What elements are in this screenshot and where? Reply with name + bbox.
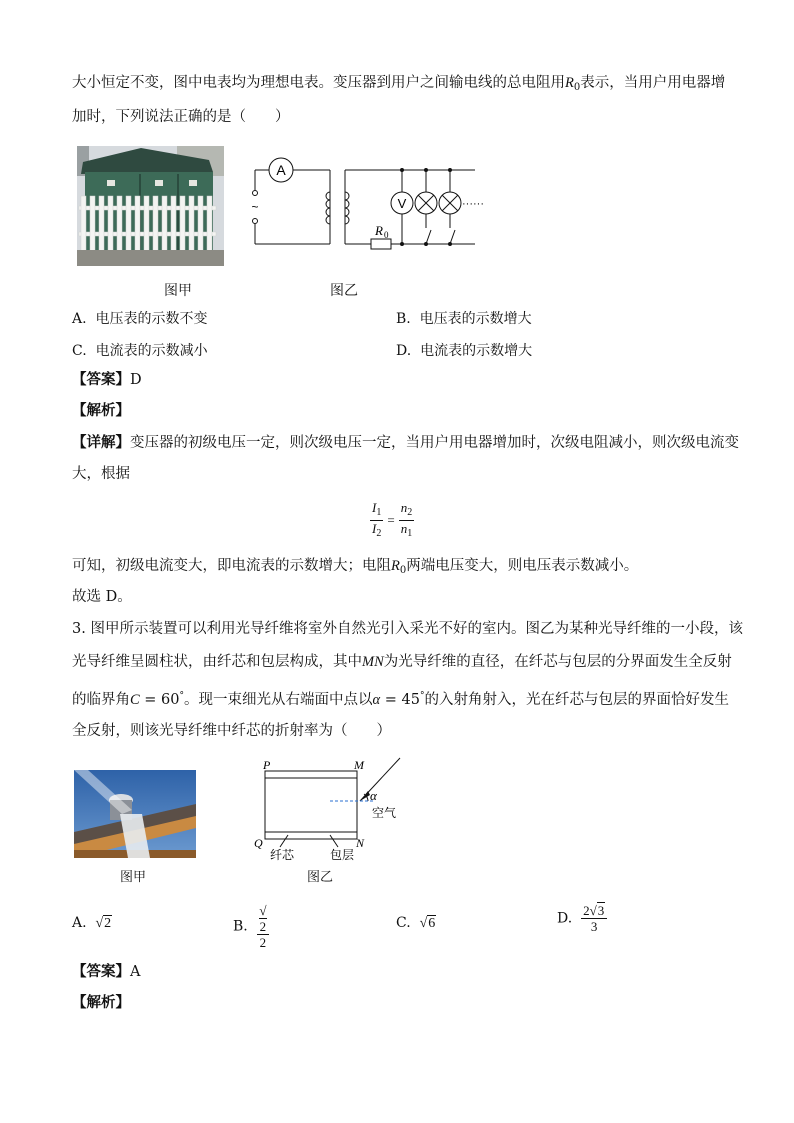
option-key: B.: [396, 311, 411, 327]
q2-formula: [370, 500, 414, 541]
denominator: 2: [259, 935, 267, 950]
q3-option-a[interactable]: A. √2: [72, 915, 112, 931]
option-key: D.: [396, 343, 412, 359]
q2-choose: 故选 D。: [72, 589, 132, 605]
var-c: C: [130, 692, 140, 708]
option-text: 电压表的示数不变: [95, 311, 208, 327]
q2-stem-line1: [72, 74, 725, 97]
q2-stem-line2: 加时，下列说法正确的是（ ）: [72, 109, 290, 125]
q3-analysis-label: 【解析】: [72, 994, 130, 1011]
q2-conclusion: [72, 557, 638, 580]
radicand: 2: [259, 919, 267, 934]
var: I: [372, 521, 377, 536]
q2-option-b[interactable]: [396, 308, 532, 328]
q2-answer: [72, 371, 142, 389]
q2-option-c[interactable]: [72, 340, 208, 360]
more-loads-dots: ······: [462, 198, 484, 210]
q3-stem-line2: [72, 653, 732, 671]
answer-label: 【答案】: [72, 371, 130, 388]
transformer-box-photo: [77, 146, 224, 266]
text: 的临界角: [72, 692, 130, 708]
var-mn: MN: [362, 654, 384, 670]
option-key: C.: [396, 915, 411, 931]
option-key: B.: [233, 918, 248, 935]
answer-value: A: [130, 964, 141, 980]
option-text: 电压表的示数增大: [419, 311, 532, 327]
var: n: [400, 500, 408, 515]
q2-detail-line1: [72, 434, 739, 452]
text: 光导纤维呈圆柱状，由纤芯和包层构成，其中: [72, 654, 362, 670]
text: = 60: [139, 692, 180, 708]
label-p: P: [263, 758, 271, 772]
q3-option-d[interactable]: D. $\frac{2√3}{3}$: [557, 903, 607, 934]
resistor-label-sub: 0: [384, 230, 389, 240]
radicand: 2: [104, 916, 112, 931]
q3-option-c[interactable]: C. √6: [396, 915, 436, 931]
answer-label: 【答案】: [72, 963, 130, 980]
q3-stem-line3: [72, 687, 729, 709]
label-core: 纤芯: [270, 848, 295, 862]
text: 的入射角射入，光在纤芯与包层的界面恰好发生: [424, 692, 729, 708]
q3-stem-line4: 全反射，则该光导纤维中纤芯的折射率为（ ）: [72, 723, 391, 739]
q2-fig-a-caption: 图甲: [164, 283, 192, 299]
q3-answer: [72, 963, 140, 981]
q3-fig-a-caption: 图甲: [120, 870, 147, 885]
text: 。现一束细光从右端面中点以: [184, 692, 373, 708]
label-alpha: α: [370, 788, 377, 803]
voltmeter-label: V: [397, 196, 407, 211]
resistor-label: R: [375, 223, 383, 238]
option-key: A.: [72, 915, 87, 931]
text: 两端电压变大，则电压表示数减小。: [406, 558, 639, 574]
q3-figure-photo: [74, 770, 196, 858]
var-r: R: [391, 558, 400, 574]
ac-source-label: ~: [251, 200, 259, 214]
q2-figure-photo: [77, 146, 224, 266]
text: 为光导纤维的直径，在纤芯与包层的分界面发生全反射: [383, 654, 732, 670]
degree: °: [179, 691, 184, 701]
q2-analysis-label: 【解析】: [72, 402, 130, 419]
text: = 45: [380, 692, 420, 708]
q3-figure-fiber: [250, 755, 410, 867]
q2-fig-b-caption: 图乙: [330, 283, 358, 299]
radicand: 6: [428, 916, 436, 931]
var: n: [400, 521, 408, 536]
degree: °: [419, 691, 425, 701]
option-key: D.: [557, 910, 573, 927]
option-key: C.: [72, 343, 87, 359]
denominator: 3: [590, 919, 598, 934]
option-text: 电流表的示数减小: [95, 343, 208, 359]
label-q: Q: [254, 836, 263, 850]
label-m: M: [354, 758, 364, 772]
text: 可知，初级电流变大，即电流表的示数增大；电阻: [72, 558, 391, 574]
q2-option-d[interactable]: [396, 340, 532, 360]
option-text: 电流表的示数增大: [420, 343, 533, 359]
equals: =: [387, 512, 395, 528]
q3-stem-line1: 3. 图甲所示装置可以利用光导纤维将室外自然光引入采光不好的室内。图乙为某种光导纤维的一小段，该: [72, 621, 743, 637]
text: 表示，当用户用电器增: [580, 75, 726, 91]
transformer-circuit-diagram: [245, 150, 490, 250]
label-cladding: 包层: [330, 848, 355, 862]
label-n: N: [356, 836, 365, 850]
q3-option-b[interactable]: B. √ 2 2: [233, 903, 269, 950]
label-air: 空气: [372, 806, 397, 820]
sub: 2: [376, 528, 382, 539]
q2-figure-circuit: [245, 150, 490, 250]
ammeter-label: A: [276, 162, 286, 178]
optical-fiber-diagram: [250, 755, 410, 867]
sub: 1: [376, 507, 382, 518]
text: 大小恒定不变，图中电表均为理想电表。变压器到用户之间输电线的总电阻用: [72, 75, 565, 91]
option-key: A.: [72, 311, 87, 327]
radicand: 3: [597, 903, 605, 918]
detail-label: 【详解】: [72, 434, 130, 451]
sub: 2: [407, 507, 413, 518]
var-r-sub: 0: [573, 82, 581, 93]
q3-fig-b-caption: 图乙: [307, 870, 334, 885]
var: I: [372, 500, 377, 515]
sub: 1: [407, 528, 413, 539]
var-alpha: α: [372, 692, 381, 708]
q2-detail-line2: 大，根据: [72, 466, 130, 482]
answer-value: D: [130, 372, 142, 388]
q2-option-a[interactable]: [72, 308, 207, 328]
skylight-photo: [74, 770, 196, 858]
text: 变压器的初级电压一定，则次级电压一定，当用户用电器增加时，次级电阻减小，则次级电流变: [130, 435, 739, 451]
coefficient: 2: [583, 903, 590, 918]
var-r: R: [565, 75, 574, 91]
var-r-sub: 0: [399, 565, 407, 576]
